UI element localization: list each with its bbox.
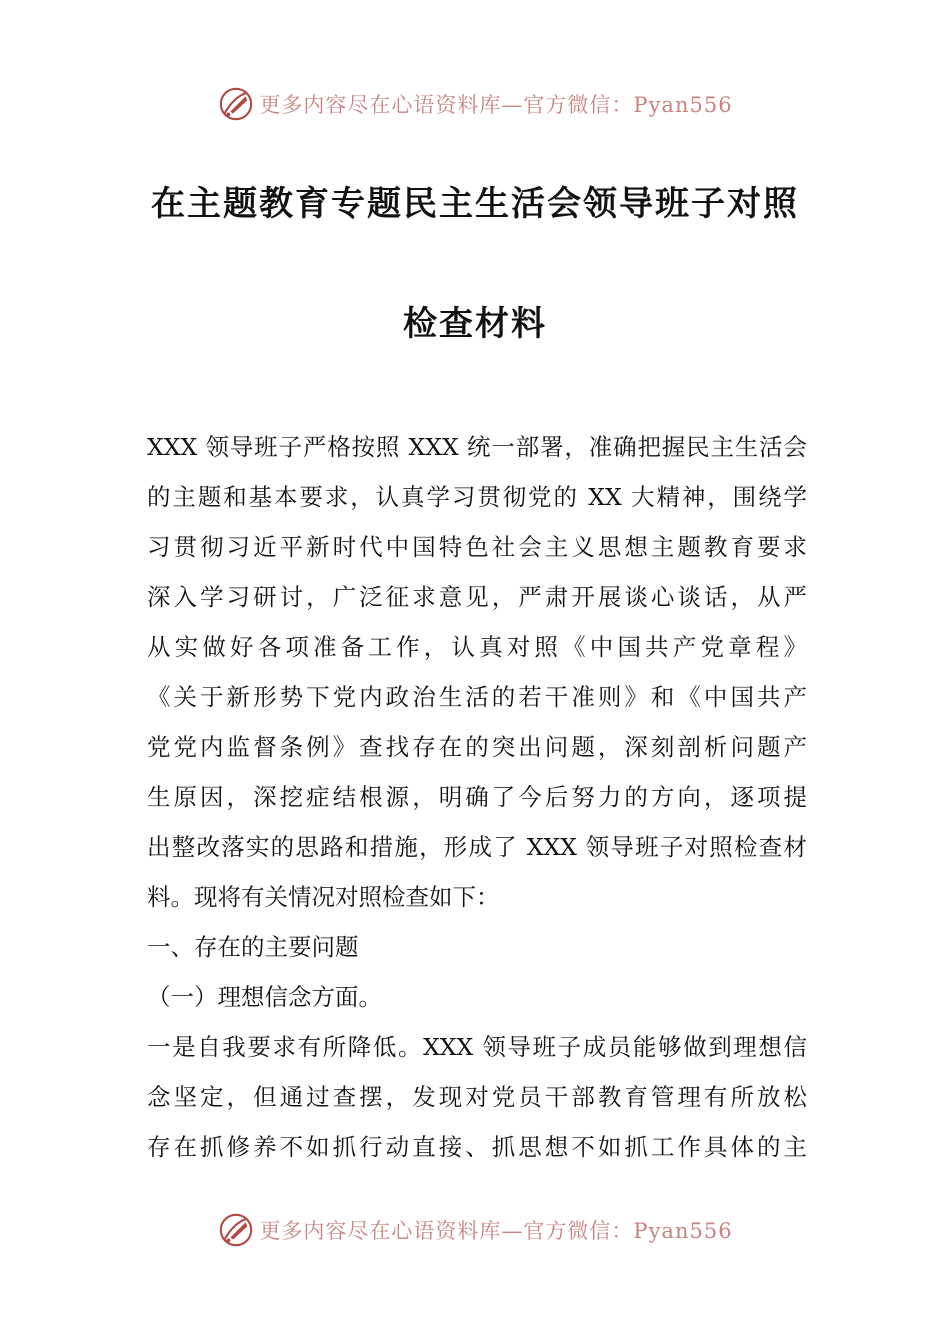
footer-watermark — [0, 1208, 950, 1252]
section-heading: 一、存在的主要问题 — [147, 933, 359, 961]
body-line: 存在抓修养不如抓行动直接、抓思想不如抓工作具体的主 — [147, 1133, 807, 1161]
body-line: 出整改落实的思路和措施，形成了 XXX 领导班子对照检查材 — [147, 833, 807, 861]
document-title-line-2: 检查材料 — [403, 304, 547, 344]
body-line: 习贯彻习近平新时代中国特色社会主义思想主题教育要求 — [147, 533, 807, 561]
body-line: 一是自我要求有所降低。XXX 领导班子成员能够做到理想信 — [147, 1033, 807, 1061]
body-line: 深入学习研讨，广泛征求意见，严肃开展谈心谈话，从严 — [147, 583, 807, 611]
watermark-text: 更多内容尽在心语资料库—官方微信：Pyan556 — [259, 1219, 733, 1243]
header-watermark — [0, 82, 950, 126]
pen-logo-icon — [217, 1211, 255, 1249]
subsection-heading: （一）理想信念方面。 — [147, 983, 382, 1011]
body-line: 党党内监督条例》查找存在的突出问题，深刻剖析问题产 — [147, 733, 807, 761]
body-line: 《关于新形势下党内政治生活的若干准则》和《中国共产 — [147, 683, 807, 711]
body-line: 从实做好各项准备工作，认真对照《中国共产党章程》 — [147, 633, 807, 661]
watermark-text: 更多内容尽在心语资料库—官方微信：Pyan556 — [259, 93, 733, 117]
body-line: 的主题和基本要求，认真学习贯彻党的 XX 大精神，围绕学 — [147, 483, 807, 511]
document-title-line-1: 在主题教育专题民主生活会领导班子对照 — [151, 184, 799, 224]
body-line: 生原因，深挖症结根源，明确了今后努力的方向，逐项提 — [147, 783, 807, 811]
body-line: 料。现将有关情况对照检查如下： — [147, 883, 500, 911]
body-line: 念坚定，但通过查摆，发现对党员干部教育管理有所放松 — [147, 1083, 807, 1111]
document-body — [147, 422, 807, 1172]
body-line: XXX 领导班子严格按照 XXX 统一部署，准确把握民主生活会 — [147, 433, 807, 461]
pen-logo-icon — [217, 85, 255, 123]
